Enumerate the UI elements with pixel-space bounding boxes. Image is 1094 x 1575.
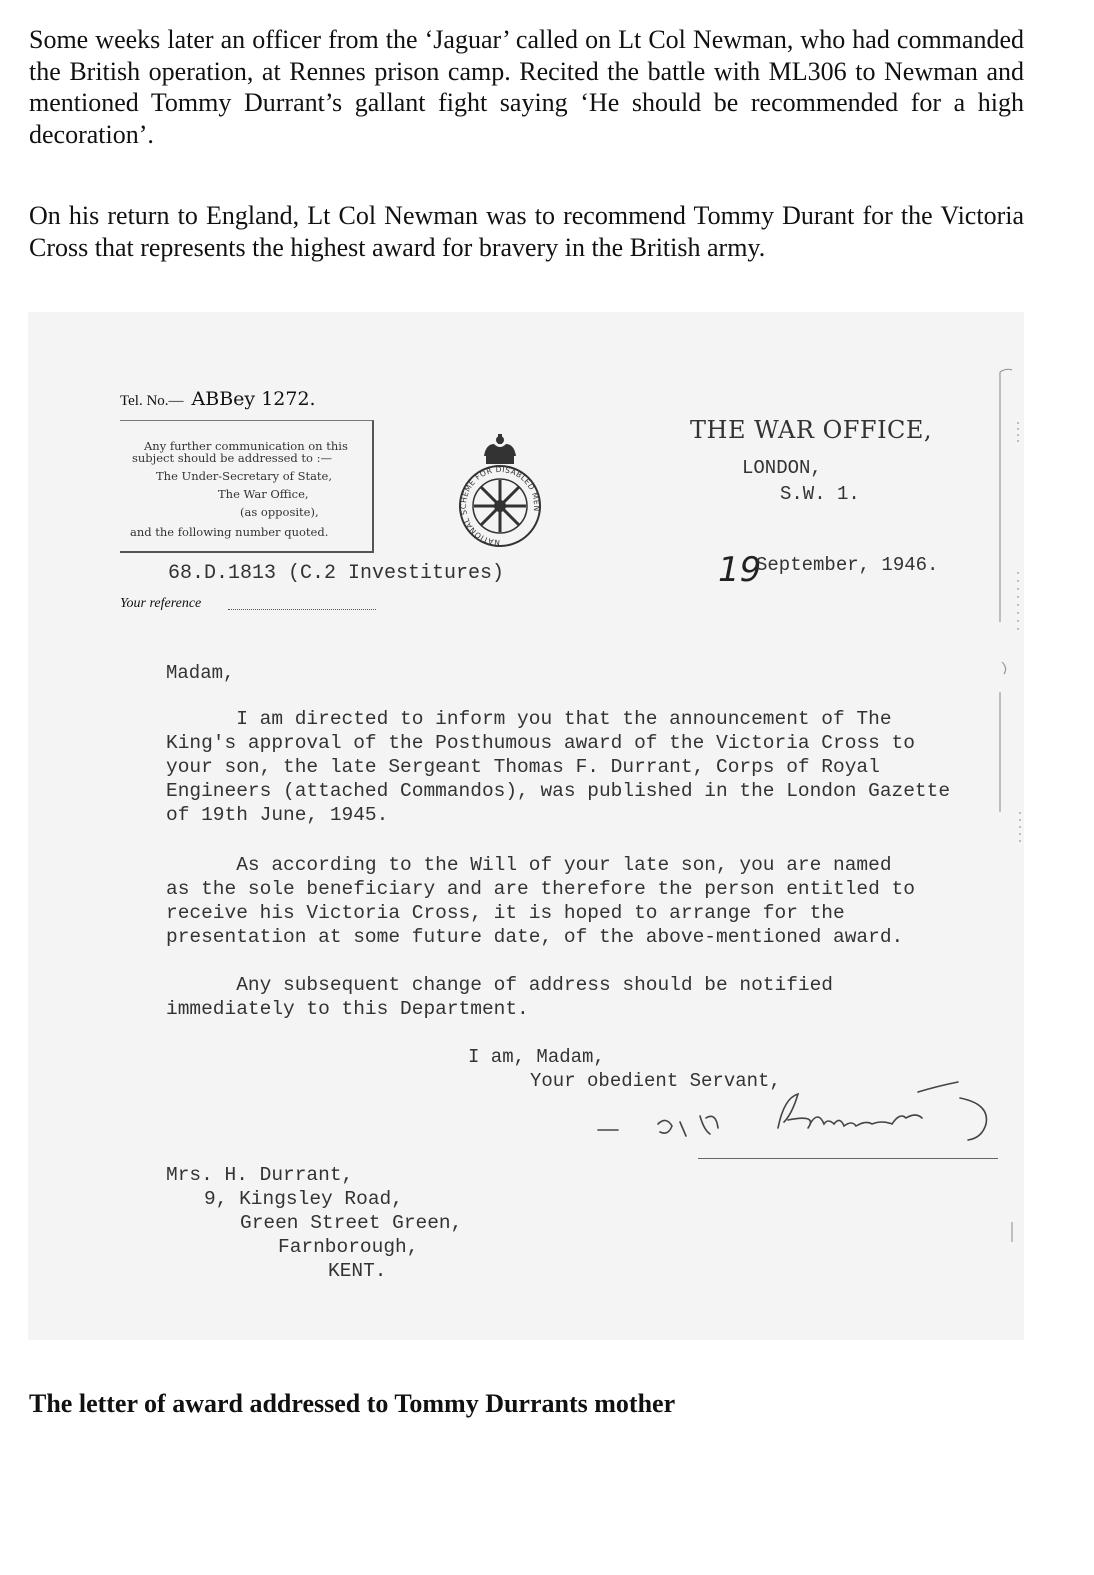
body-line: King's approval of the Posthumous award of the Victoria Cross to [166, 732, 915, 754]
address-line: 9, Kingsley Road, [204, 1188, 403, 1210]
national-scheme-emblem-icon [448, 430, 552, 550]
tel-number: ABBey 1272. [191, 388, 316, 410]
intro-paragraph-2: On his return to England, Lt Col Newman was to recommend Tommy Durant for the Victoria Cross that represents the highest award for bravery in the British army. [29, 201, 1024, 262]
telephone-line [120, 388, 316, 410]
body-line: immediately to this Department. [166, 998, 529, 1020]
address-line: KENT. [328, 1260, 387, 1282]
communication-line: subject should be addressed to :— [132, 451, 332, 465]
date-month-year: September, 1946. [756, 554, 939, 576]
intro-paragraph-1: Some weeks later an officer from the ‘Jaguar’ called on Lt Col Newman, who had commanded the British operation, at Rennes prison camp. Recited the battle with ML306 to Newman and mentioned Tommy Durrant’s gallant fight saying ‘He should be recommended for a high decoration’. [29, 25, 1024, 149]
communication-line: The Under-Secretary of State, [156, 469, 333, 483]
scan-margin-marks [988, 342, 1024, 1242]
tel-label: Tel. No.— [120, 393, 184, 409]
salutation: Madam, [166, 662, 235, 684]
body-line: presentation at some future date, of the above-mentioned award. [166, 926, 904, 948]
body-line: Any subsequent change of address should be notified [166, 974, 834, 996]
your-reference-line [228, 609, 376, 610]
office-postcode: S.W. 1. [780, 483, 860, 505]
your-reference-label: Your reference [120, 596, 202, 611]
body-line: of 19th June, 1945. [166, 804, 389, 826]
body-line: Engineers (attached Commandos), was published in the London Gazette [166, 780, 951, 802]
communication-line: and the following number quoted. [130, 525, 329, 539]
signature-icon [588, 1080, 1008, 1160]
scanned-letter [28, 312, 1024, 1340]
address-line: Green Street Green, [240, 1212, 463, 1234]
our-reference: 68.D.1813 (C.2 Investitures) [168, 562, 505, 585]
closing-line-1: I am, Madam, [468, 1046, 605, 1068]
office-name: THE WAR OFFICE, [690, 416, 933, 444]
communication-box [120, 420, 374, 553]
address-line: Farnborough, [278, 1236, 419, 1258]
communication-line: Any further communication on this [144, 439, 348, 453]
address-line: Mrs. H. Durrant, [166, 1164, 354, 1186]
body-line: receive his Victoria Cross, it is hoped to arrange for the [166, 902, 845, 924]
body-line: as the sole beneficiary and are therefore the person entitled to [166, 878, 915, 900]
signature-line [698, 1158, 998, 1159]
emblem-text: NATIONAL SCHEME FOR DISABLED MEN [459, 464, 542, 548]
office-city: LONDON, [742, 457, 822, 479]
body-line: your son, the late Sergeant Thomas F. Durrant, Corps of Royal [166, 756, 880, 778]
communication-line: The War Office, [218, 487, 309, 501]
date-day-handwritten: 19 [718, 550, 762, 590]
closing-line-2: Your obedient Servant, [530, 1070, 781, 1092]
communication-line: (as opposite), [240, 505, 319, 519]
body-line: I am directed to inform you that the announcement of The [166, 708, 892, 730]
body-line: As according to the Will of your late son, you are named [166, 854, 892, 876]
figure-caption: The letter of award addressed to Tommy Durrants mother [29, 1389, 676, 1418]
